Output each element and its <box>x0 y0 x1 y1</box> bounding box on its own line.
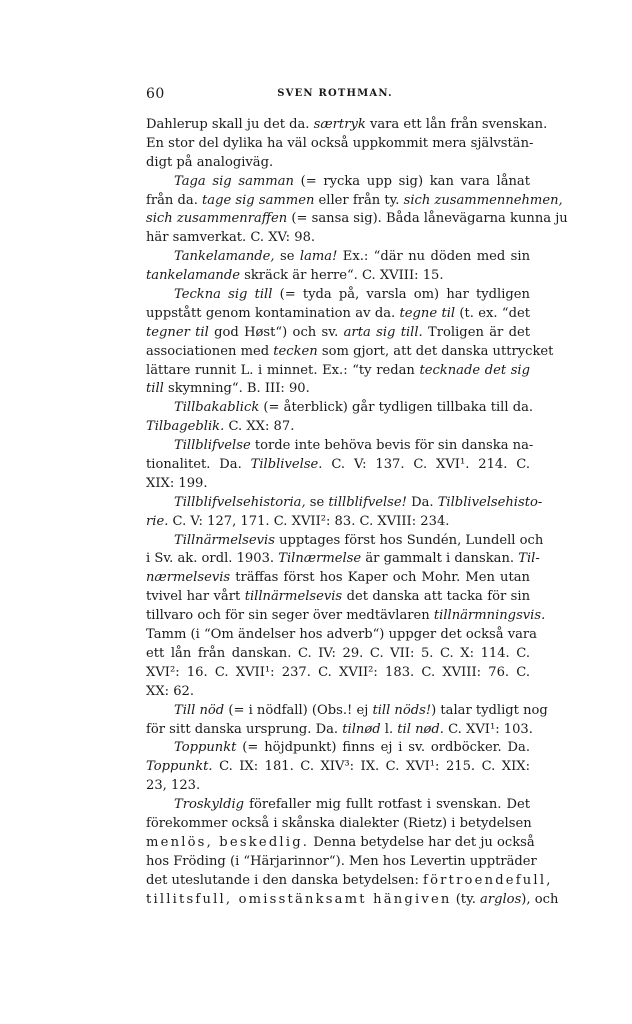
italic-text: Toppunkt. <box>146 759 213 775</box>
italic-text: tillblifvelse! <box>328 494 407 510</box>
italic-text: tankelamande <box>146 268 240 284</box>
text-line <box>146 853 537 872</box>
text-segment: l. <box>380 721 398 737</box>
text-line <box>146 343 554 362</box>
italic-text: tegner til <box>146 324 209 340</box>
text-segment: C. XVI¹: 103. <box>443 721 533 737</box>
text-line <box>146 380 530 399</box>
text-line <box>146 721 533 740</box>
text-segment: god Høst“) och sv. <box>208 324 344 340</box>
text-segment: träffas först hos Kaper och Mohr. Men utan <box>230 570 530 586</box>
text-segment: hos Fröding (i “Härjarinnor“). Men hos Levertin uppträder <box>146 853 537 869</box>
page-header <box>146 86 524 104</box>
text-line <box>146 494 543 513</box>
text-line <box>146 437 534 456</box>
text-line <box>146 796 530 815</box>
text-segment: (= i nödfall) (Obs.! ej <box>224 702 373 718</box>
text-line <box>146 267 530 286</box>
italic-text: særtryk <box>313 117 366 132</box>
italic-text: Tilnærmelse <box>278 551 362 567</box>
italic-text: Tillblifvelsehistoria, <box>174 494 306 510</box>
text-segment: här samverkat. C. XV: 98. <box>146 230 316 246</box>
text-segment: (= sansa sig). Båda lånevägarna kunna ju <box>287 211 568 227</box>
text-line <box>146 324 530 343</box>
italic-text: Tankelamande, <box>174 249 275 265</box>
text-line <box>146 456 530 475</box>
text-line <box>146 135 534 154</box>
text-line <box>146 645 530 664</box>
text-segment: ett lån från danskan. C. IV: 29. C. VII: 5. C. X: 114. C. <box>146 645 530 661</box>
italic-text: tilnød <box>342 721 381 737</box>
italic-text: Tillbakablick <box>174 400 260 416</box>
text-line <box>146 116 548 135</box>
text-segment: upptages först hos Sundén, Lundell och <box>274 532 544 548</box>
spaced-text: förtroendefull, <box>423 872 553 888</box>
text-segment: lättare runnit L. i minnet. Ex.: “ty redan <box>146 362 420 378</box>
text-line <box>146 702 548 721</box>
body-text <box>146 116 568 909</box>
italic-text: tegne til <box>399 305 456 321</box>
text-segment: eller från ty. <box>314 192 404 208</box>
italic-text: till nöds! <box>372 702 432 718</box>
text-line <box>146 286 530 305</box>
text-line <box>146 683 530 702</box>
text-segment: C. V: 137. C. XVI¹. 214. C. <box>322 457 530 473</box>
text-segment: skymning“. B. III: 90. <box>163 381 310 397</box>
text-segment: förekommer också i skånska dialekter (Rietz) i betydelsen <box>146 815 532 831</box>
text-segment: (= tyda på, varsla om) har tydligen <box>272 287 530 303</box>
text-segment: Denna betydelse har det ju också <box>309 834 535 850</box>
text-line <box>146 626 537 645</box>
text-segment: En stor del dylika ha väl också uppkommit mera självstän- <box>146 135 534 151</box>
text-segment: vara ett lån från svenskan. <box>365 117 548 132</box>
italic-text: sich zusammenraffen <box>146 211 288 227</box>
text-line <box>146 192 563 211</box>
italic-text: Taga sig samman <box>174 173 294 189</box>
text-line <box>146 399 534 418</box>
page-number: 60 <box>146 86 165 102</box>
text-line <box>146 739 530 758</box>
text-segment: i Sv. ak. ordl. 1903. <box>146 551 279 567</box>
text-line <box>146 475 530 494</box>
text-segment: som gjort, att det danska uttrycket <box>317 343 554 359</box>
text-line <box>146 777 530 796</box>
italic-text: Tillblifvelse <box>174 438 251 454</box>
text-line <box>146 664 530 683</box>
text-segment: Tamm (i “Om ändelser hos adverb“) uppger det också vara <box>146 627 537 643</box>
text-segment: (= höjdpunkt) finns ej i sv. ordböcker. Da. <box>236 740 530 756</box>
text-segment: skräck är herre“. C. XVIII: 15. <box>239 268 444 284</box>
italic-text: arta sig till. <box>343 324 423 340</box>
text-segment: (t. ex. “det <box>455 305 530 321</box>
text-segment: se <box>274 249 300 265</box>
italic-text: Tilblivelsehisto- <box>437 494 543 510</box>
text-segment: digt på analogiväg. <box>146 154 274 170</box>
italic-text: nærmelsevis <box>146 570 231 586</box>
text-segment: tionalitet. Da. <box>146 457 251 473</box>
text-segment: det danska att tacka för sin <box>342 589 531 605</box>
italic-text: Tilblivelse. <box>250 457 323 473</box>
text-segment: uppstått genom kontamination av da. <box>146 305 400 321</box>
italic-text: till <box>146 381 164 397</box>
text-segment: torde inte behöva bevis för sin danska na- <box>250 438 534 454</box>
italic-text: arglos <box>480 891 522 907</box>
text-line <box>146 210 568 229</box>
text-segment: tillvaro och för sin seger över medtävlaren <box>146 608 434 624</box>
text-segment: C. IX: 181. C. XIV³: IX. C. XVI¹: 215. C. XIX: <box>212 759 530 775</box>
italic-text: til nød. <box>397 721 444 737</box>
text-segment: C. V: 127, 171. C. XVII²: 83. C. XVIII: 234. <box>168 513 450 529</box>
text-segment: se <box>305 494 329 510</box>
text-line <box>146 588 530 607</box>
text-segment: (= återblick) går tydligen tillbaka till da. <box>259 400 534 416</box>
text-segment: XVI²: 16. C. XVII¹: 237. C. XVII²: 183. C. XVIII: 76. C. <box>146 664 530 680</box>
text-line <box>146 362 530 381</box>
text-segment: Dahlerup skall ju det da. <box>146 117 314 132</box>
text-segment: ) talar tydligt nog <box>431 702 548 718</box>
text-segment: tvivel har vårt <box>146 589 245 605</box>
italic-text: Toppunkt <box>174 740 237 756</box>
text-segment: förefaller mig fullt rotfast i svenskan. Det <box>244 797 530 813</box>
italic-text: tillnärmningsvis. <box>433 608 546 624</box>
text-segment: Da. <box>406 494 438 510</box>
text-line <box>146 305 530 324</box>
text-line <box>146 607 546 626</box>
text-segment: C. XX: 87. <box>224 419 295 435</box>
italic-text: Till nöd <box>174 702 225 718</box>
text-line <box>146 248 530 267</box>
text-segment: det uteslutande i den danska betydelsen: <box>146 872 424 888</box>
italic-text: Til- <box>518 551 540 567</box>
text-line <box>146 569 530 588</box>
text-segment: ), och <box>521 891 559 907</box>
text-segment: från da. <box>146 192 203 208</box>
text-line <box>146 550 540 569</box>
text-line <box>146 229 530 248</box>
text-segment: Ex.: “där nu döden med sin <box>337 249 531 265</box>
italic-text: lama! <box>299 249 338 265</box>
italic-text: Tillnärmelsevis <box>174 532 275 548</box>
italic-text: Tilbageblik. <box>146 419 225 435</box>
text-line <box>146 154 530 173</box>
italic-text: sich zusammennehmen, <box>403 192 563 208</box>
spaced-text: tillitsfull, omisstänksamt hängiven <box>146 891 452 907</box>
text-segment: (ty. <box>451 891 481 907</box>
italic-text: tecknade det sig <box>419 362 530 378</box>
text-line <box>146 872 553 891</box>
italic-text: tillnärmelsevis <box>244 589 343 605</box>
text-line <box>146 532 544 551</box>
text-segment: 23, 123. <box>146 778 201 794</box>
italic-text: Teckna sig till <box>174 287 273 303</box>
running-head: SVEN ROTHMAN. <box>277 88 393 99</box>
italic-text: tecken <box>273 343 318 359</box>
italic-text: Troskyldig <box>174 797 245 813</box>
text-segment: för sitt danska ursprung. Da. <box>146 721 343 737</box>
text-line <box>146 891 559 910</box>
text-segment: XIX: 199. <box>146 475 208 491</box>
text-segment: XX: 62. <box>146 683 195 699</box>
text-line <box>146 513 530 532</box>
text-segment: (= rycka upp sig) kan vara lånat <box>293 173 531 189</box>
italic-text: rie. <box>146 513 169 529</box>
italic-text: tage sig sammen <box>202 192 315 208</box>
text-segment: associationen med <box>146 343 274 359</box>
text-line <box>146 758 530 777</box>
text-line <box>146 834 535 853</box>
text-line <box>146 418 530 437</box>
text-segment: Troligen är det <box>422 324 531 340</box>
spaced-text: menlös, beskedlig. <box>146 834 310 850</box>
text-segment: är gammalt i danskan. <box>361 551 519 567</box>
text-line <box>146 173 530 192</box>
text-line <box>146 815 530 834</box>
